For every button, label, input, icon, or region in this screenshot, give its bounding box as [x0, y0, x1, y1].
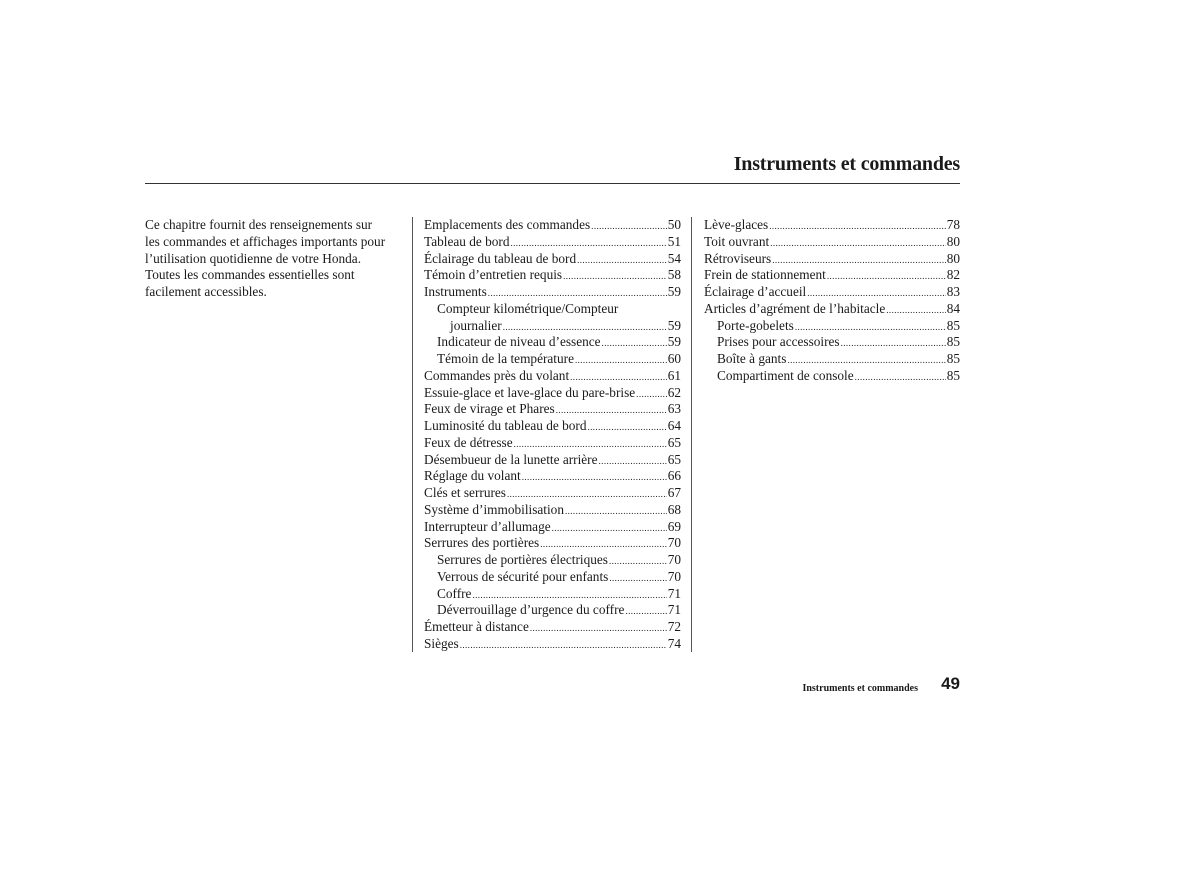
page-number: 49: [941, 674, 960, 693]
toc-subentry[interactable]: [424, 602, 681, 619]
toc-entry-label: Émetteur à distance: [424, 619, 529, 634]
toc-entry-page: 51: [667, 233, 681, 249]
toc-entry[interactable]: [424, 519, 681, 536]
toc-entry-page: 80: [946, 250, 960, 266]
toc-entry-label: Essuie-glace et lave-glace du pare-brise: [424, 384, 636, 400]
toc-subentry[interactable]: [424, 569, 681, 586]
toc-entry-page: 66: [667, 468, 681, 484]
toc-entry-label: Feux de détresse: [424, 434, 513, 450]
toc-subentry[interactable]: [704, 318, 960, 335]
leader-dots: [827, 268, 946, 285]
toc-entry-page: 60: [667, 351, 681, 366]
toc-entry-label: Indicateur de niveau d’essence: [437, 334, 601, 350]
toc-entry[interactable]: [704, 234, 960, 251]
toc-entry-page: 70: [667, 568, 681, 584]
toc-entry-label: Luminosité du tableau de bord: [424, 418, 587, 433]
toc-subentry[interactable]: [704, 334, 960, 351]
toc-entry-page: 72: [667, 619, 681, 634]
toc-entry-label: Témoin d’entretien requis: [424, 267, 563, 283]
toc-entry-label: Clés et serrures: [424, 485, 506, 500]
toc-entry-label: Boîte à gants: [717, 351, 787, 366]
toc-entry[interactable]: [424, 502, 681, 519]
leader-dots: [522, 469, 667, 486]
toc-entry-page: 71: [667, 602, 681, 618]
leader-dots: [570, 369, 667, 386]
toc-entry-page: 70: [667, 535, 681, 551]
toc-subentry[interactable]: [424, 586, 681, 603]
toc-entry-label: Verrous de sécurité pour enfants: [437, 568, 609, 584]
toc-entry-label: Lève-glaces: [704, 217, 769, 232]
leader-dots: [591, 218, 667, 235]
footer-section-label: Instruments et commandes: [802, 683, 918, 694]
toc-entry-page: 84: [946, 300, 960, 316]
toc-entry-label: Sièges: [424, 635, 459, 651]
leader-dots: [510, 235, 666, 252]
leader-dots: [841, 335, 946, 352]
toc-entry-page: 68: [667, 501, 681, 517]
toc-entry-page: 85: [946, 334, 960, 350]
toc-entry-page: 85: [946, 317, 960, 333]
toc-subentry[interactable]: [424, 552, 681, 569]
toc-entry-page: 63: [667, 401, 681, 417]
leader-dots: [552, 520, 667, 537]
toc-entry-label: Témoin de la température: [437, 351, 574, 366]
toc-entry-label: Instruments: [424, 284, 487, 299]
toc-entry-page: 59: [667, 334, 681, 350]
leader-dots: [540, 536, 667, 553]
leader-dots: [602, 335, 667, 352]
leader-dots: [625, 603, 666, 620]
toc-entry-page: 69: [667, 518, 681, 534]
toc-column-right: [704, 217, 960, 385]
toc-entry[interactable]: [424, 217, 681, 234]
toc-entry[interactable]: [704, 217, 960, 234]
toc-entry-page: 54: [667, 250, 681, 266]
toc-entry[interactable]: [424, 418, 681, 435]
toc-entry[interactable]: [704, 284, 960, 301]
toc-entry-page: 61: [667, 367, 681, 383]
leader-dots: [886, 302, 945, 319]
toc-entry[interactable]: [424, 468, 681, 485]
toc-entry[interactable]: [424, 251, 681, 268]
toc-entry-label: Serrures des portières: [424, 535, 540, 551]
toc-entry[interactable]: [424, 535, 681, 552]
toc-entry-label: Emplacements des commandes: [424, 217, 591, 232]
toc-entry-page: 83: [946, 284, 960, 299]
column-divider: [691, 217, 692, 652]
toc-entry-label: Coffre: [437, 585, 472, 601]
toc-column-left: [424, 217, 681, 653]
toc-entry-label: Interrupteur d’allumage: [424, 518, 551, 534]
toc-entry-page: 85: [946, 367, 960, 383]
toc-entry[interactable]: [424, 435, 681, 452]
toc-entry-page: 70: [667, 552, 681, 567]
intro-line: Toutes les commandes essentielles sont: [145, 267, 355, 283]
toc-entry-page: 58: [667, 267, 681, 283]
toc-entry-page: 67: [667, 485, 681, 500]
toc-entry-page: 85: [946, 351, 960, 366]
toc-entry-label: Compartiment de console: [717, 367, 854, 383]
leader-dots: [795, 319, 946, 336]
toc-entry[interactable]: [424, 619, 681, 636]
toc-entry[interactable]: [424, 284, 681, 301]
toc-entry-label: Éclairage d’accueil: [704, 284, 807, 299]
leader-dots: [609, 570, 666, 587]
intro-line: Ce chapitre fournit des renseignements sur: [145, 217, 373, 232]
leader-dots: [769, 218, 945, 235]
toc-entry-page: 50: [667, 217, 681, 232]
leader-dots: [855, 369, 946, 386]
toc-entry[interactable]: [424, 267, 681, 284]
leader-dots: [609, 553, 667, 570]
toc-entry[interactable]: [424, 485, 681, 502]
toc-entry[interactable]: [424, 368, 681, 385]
page-title: Instruments et commandes: [733, 153, 960, 175]
leader-dots: [787, 352, 945, 369]
toc-entry-label: Commandes près du volant: [424, 367, 570, 383]
toc-subentry[interactable]: [424, 318, 681, 335]
toc-entry-label: Réglage du volant: [424, 468, 521, 484]
toc-entry-label: Prises pour accessoires: [717, 334, 840, 350]
toc-entry[interactable]: [704, 251, 960, 268]
toc-subentry[interactable]: [424, 334, 681, 351]
toc-entry-label: Serrures de portières électriques: [437, 552, 608, 567]
leader-dots: [556, 402, 667, 419]
toc-entry-label: Compteur kilométrique/Compteur: [437, 300, 619, 316]
toc-entry-label: Articles d’agrément de l’habitacle: [704, 300, 886, 316]
leader-dots: [587, 419, 666, 436]
toc-entry-label: Tableau de bord: [424, 233, 510, 249]
leader-dots: [530, 620, 667, 637]
leader-dots: [507, 486, 667, 503]
toc-subentry[interactable]: [424, 351, 681, 368]
toc-entry-page: 78: [946, 217, 960, 232]
leader-dots: [575, 352, 667, 369]
leader-dots: [807, 285, 945, 302]
toc-entry[interactable]: [424, 636, 681, 653]
title-divider: [145, 183, 960, 184]
toc-entry-label: Système d’immobilisation: [424, 501, 564, 517]
toc-entry-page: 59: [667, 317, 681, 333]
column-divider: [412, 217, 413, 652]
leader-dots: [772, 252, 945, 269]
toc-subentry[interactable]: [424, 301, 681, 318]
leader-dots: [514, 436, 667, 453]
intro-line: l’utilisation quotidienne de votre Honda.: [145, 250, 362, 266]
toc-entry-label: Rétroviseurs: [704, 250, 772, 266]
toc-entry-page: 65: [667, 434, 681, 450]
toc-subentry[interactable]: [704, 351, 960, 368]
toc-entry-label: Éclairage du tableau de bord: [424, 250, 577, 266]
intro-line: facilement accessibles.: [145, 284, 267, 300]
leader-dots: [565, 503, 667, 520]
toc-entry-page: 64: [667, 418, 681, 433]
toc-entry-label: Déverrouillage d’urgence du coffre: [437, 602, 625, 618]
leader-dots: [460, 637, 667, 654]
toc-entry[interactable]: [704, 267, 960, 284]
toc-entry-page: 62: [667, 384, 681, 400]
leader-dots: [503, 319, 667, 336]
toc-entry-label: Désembueur de la lunette arrière: [424, 451, 598, 467]
leader-dots: [599, 453, 667, 470]
toc-subentry[interactable]: [704, 368, 960, 385]
toc-entry-label: Frein de stationnement: [704, 267, 826, 283]
toc-entry-page: 59: [667, 284, 681, 299]
toc-entry[interactable]: [704, 301, 960, 318]
leader-dots: [770, 235, 946, 252]
leader-dots: [563, 268, 667, 285]
toc-entry[interactable]: [424, 401, 681, 418]
toc-entry-label: Toit ouvrant: [704, 233, 770, 249]
toc-entry[interactable]: [424, 385, 681, 402]
toc-entry-page: 80: [946, 233, 960, 249]
toc-entry-page: 71: [667, 585, 681, 601]
toc-entry[interactable]: [424, 452, 681, 469]
leader-dots: [472, 587, 666, 604]
intro-paragraph: [145, 217, 407, 301]
toc-entry-page: 82: [946, 267, 960, 283]
leader-dots: [488, 285, 667, 302]
toc-entry-label: Porte-gobelets: [717, 317, 794, 333]
leader-dots: [636, 386, 667, 403]
toc-entry-label: journalier: [450, 317, 502, 333]
toc-entry[interactable]: [424, 234, 681, 251]
toc-entry-page: 74: [667, 635, 681, 651]
toc-entry-page: 65: [667, 451, 681, 467]
leader-dots: [577, 252, 667, 269]
intro-line: les commandes et affichages importants pour: [145, 233, 386, 249]
toc-entry-label: Feux de virage et Phares: [424, 401, 555, 417]
